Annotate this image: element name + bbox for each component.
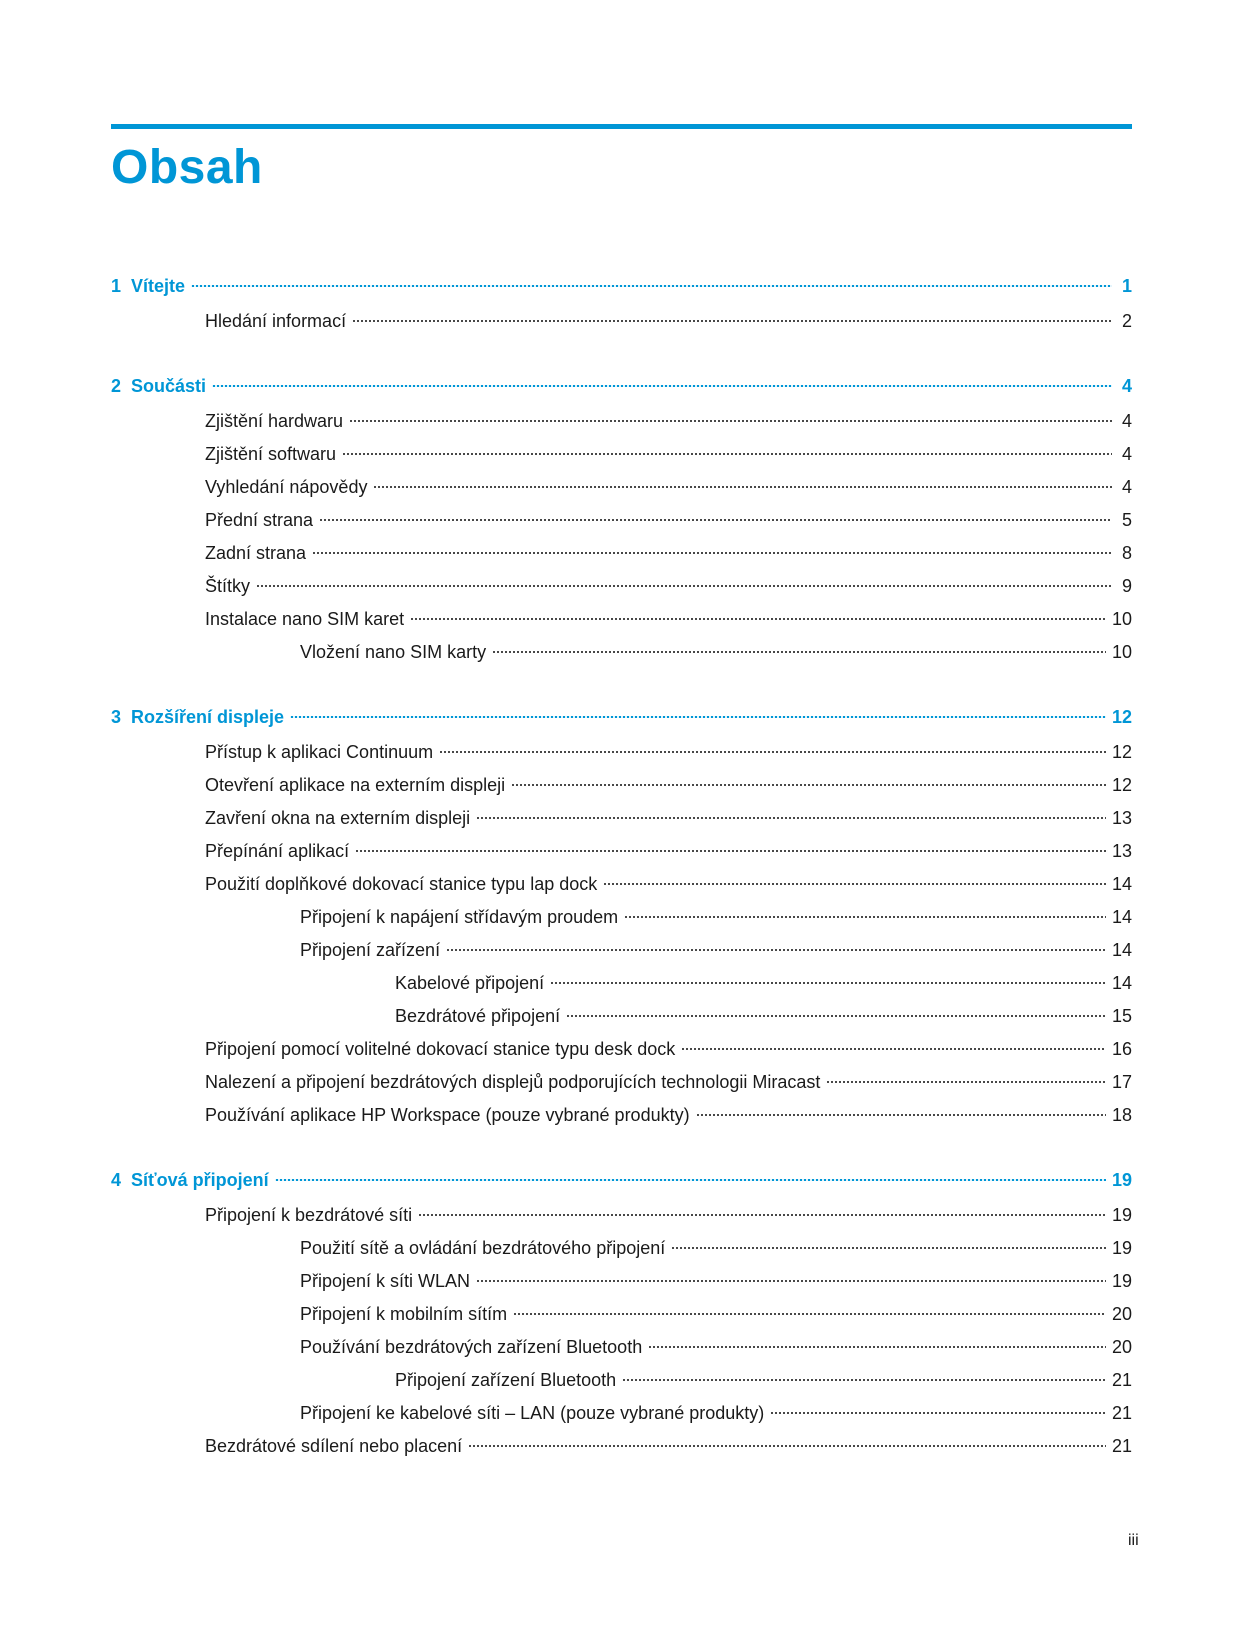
toc-entry[interactable] bbox=[111, 1265, 1132, 1298]
toc-entry[interactable] bbox=[111, 305, 1132, 338]
dot-leader bbox=[476, 1280, 1106, 1282]
entry-page-number: 9 bbox=[1121, 576, 1132, 596]
entry-page-number: 17 bbox=[1111, 1072, 1132, 1092]
toc-entry[interactable] bbox=[111, 934, 1132, 967]
dot-leader bbox=[319, 519, 1112, 521]
toc-chapter bbox=[111, 1162, 1132, 1463]
entry-title: Přístup k aplikaci Continuum bbox=[205, 742, 434, 762]
toc-entry[interactable] bbox=[111, 1331, 1132, 1364]
dot-leader bbox=[418, 1214, 1106, 1216]
entry-page-number: 14 bbox=[1111, 907, 1132, 927]
dot-leader bbox=[624, 916, 1106, 918]
toc-entry[interactable] bbox=[111, 736, 1132, 769]
dot-leader bbox=[191, 285, 1112, 287]
dot-leader bbox=[352, 320, 1112, 322]
toc-entry[interactable] bbox=[111, 1430, 1132, 1463]
toc-chapter-entry[interactable] bbox=[111, 699, 1132, 736]
entry-page-number: 14 bbox=[1111, 973, 1132, 993]
entry-title: Síťová připojení bbox=[131, 1170, 269, 1190]
dot-leader bbox=[373, 486, 1112, 488]
entry-title: Připojení k síti WLAN bbox=[300, 1271, 471, 1291]
toc-entry[interactable] bbox=[111, 1364, 1132, 1397]
toc-entry[interactable] bbox=[111, 537, 1132, 570]
entry-title: Přední strana bbox=[205, 510, 314, 530]
entry-title: Přepínání aplikací bbox=[205, 841, 350, 861]
dot-leader bbox=[566, 1015, 1106, 1017]
chapter-number: 3 bbox=[111, 707, 122, 727]
entry-title: Rozšíření displeje bbox=[131, 707, 285, 727]
entry-page-number: 16 bbox=[1111, 1039, 1132, 1059]
toc-entry[interactable] bbox=[111, 504, 1132, 537]
entry-page-number: 10 bbox=[1111, 609, 1132, 629]
entry-title: Používání aplikace HP Workspace (pouze vybrané produkty) bbox=[205, 1105, 690, 1125]
chapter-number: 4 bbox=[111, 1170, 122, 1190]
entry-page-number: 4 bbox=[1121, 411, 1132, 431]
toc-chapter bbox=[111, 268, 1132, 338]
toc-entry[interactable] bbox=[111, 802, 1132, 835]
entry-title: Zjištění hardwaru bbox=[205, 411, 344, 431]
entry-page-number: 2 bbox=[1121, 311, 1132, 331]
chapter-number: 1 bbox=[111, 276, 122, 296]
title-rule bbox=[111, 124, 1132, 129]
toc-entry[interactable] bbox=[111, 471, 1132, 504]
entry-title: Štítky bbox=[205, 576, 251, 596]
entry-page-number: 20 bbox=[1111, 1337, 1132, 1357]
chapter-number: 2 bbox=[111, 376, 122, 396]
entry-title: Bezdrátové sdílení nebo placení bbox=[205, 1436, 463, 1456]
entry-page-number: 13 bbox=[1111, 841, 1132, 861]
dot-leader bbox=[476, 817, 1106, 819]
page-number: iii bbox=[1128, 1532, 1139, 1549]
entry-page-number: 4 bbox=[1121, 444, 1132, 464]
entry-page-number: 12 bbox=[1111, 775, 1132, 795]
toc-entry[interactable] bbox=[111, 1099, 1132, 1132]
entry-title: Připojení pomocí volitelné dokovací stanice typu desk dock bbox=[205, 1039, 676, 1059]
entry-title: Připojení ke kabelové síti – LAN (pouze vybrané produkty) bbox=[300, 1403, 765, 1423]
entry-page-number: 21 bbox=[1111, 1370, 1132, 1390]
dot-leader bbox=[355, 850, 1106, 852]
toc-entry[interactable] bbox=[111, 769, 1132, 802]
entry-title: Připojení zařízení bbox=[300, 940, 441, 960]
entry-page-number: 21 bbox=[1111, 1436, 1132, 1456]
entry-title: Součásti bbox=[131, 376, 207, 396]
toc-entry[interactable] bbox=[111, 967, 1132, 1000]
dot-leader bbox=[622, 1379, 1106, 1381]
dot-leader bbox=[696, 1114, 1106, 1116]
entry-page-number: 4 bbox=[1121, 477, 1132, 497]
entry-title: Zadní strana bbox=[205, 543, 307, 563]
entry-title: Vložení nano SIM karty bbox=[300, 642, 487, 662]
entry-title: Bezdrátové připojení bbox=[395, 1006, 561, 1026]
entry-page-number: 13 bbox=[1111, 808, 1132, 828]
page-title: Obsah bbox=[111, 141, 263, 194]
dot-leader bbox=[446, 949, 1106, 951]
table-of-contents bbox=[111, 268, 1132, 1493]
entry-title: Připojení k mobilním sítím bbox=[300, 1304, 508, 1324]
entry-page-number: 5 bbox=[1121, 510, 1132, 530]
entry-title: Připojení k bezdrátové síti bbox=[205, 1205, 413, 1225]
dot-leader bbox=[410, 618, 1106, 620]
toc-entry[interactable] bbox=[111, 570, 1132, 603]
dot-leader bbox=[312, 552, 1112, 554]
entry-page-number: 18 bbox=[1111, 1105, 1132, 1125]
entry-page-number: 19 bbox=[1111, 1170, 1132, 1190]
dot-leader bbox=[550, 982, 1106, 984]
dot-leader bbox=[212, 385, 1112, 387]
entry-title: Zavření okna na externím displeji bbox=[205, 808, 471, 828]
dot-leader bbox=[826, 1081, 1106, 1083]
entry-title: Vyhledání nápovědy bbox=[205, 477, 368, 497]
dot-leader bbox=[511, 784, 1106, 786]
dot-leader bbox=[290, 716, 1106, 718]
dot-leader bbox=[671, 1247, 1106, 1249]
entry-page-number: 19 bbox=[1111, 1205, 1132, 1225]
entry-page-number: 8 bbox=[1121, 543, 1132, 563]
dot-leader bbox=[681, 1048, 1106, 1050]
entry-title: Připojení k napájení střídavým proudem bbox=[300, 907, 619, 927]
entry-page-number: 14 bbox=[1111, 874, 1132, 894]
toc-entry[interactable] bbox=[111, 868, 1132, 901]
toc-entry[interactable] bbox=[111, 636, 1132, 669]
toc-entry[interactable] bbox=[111, 1199, 1132, 1232]
entry-page-number: 12 bbox=[1111, 742, 1132, 762]
dot-leader bbox=[275, 1179, 1106, 1181]
entry-title: Instalace nano SIM karet bbox=[205, 609, 405, 629]
toc-entry[interactable] bbox=[111, 1397, 1132, 1430]
entry-title: Zjištění softwaru bbox=[205, 444, 337, 464]
toc-entry[interactable] bbox=[111, 1066, 1132, 1099]
entry-page-number: 21 bbox=[1111, 1403, 1132, 1423]
entry-page-number: 14 bbox=[1111, 940, 1132, 960]
dot-leader bbox=[648, 1346, 1106, 1348]
toc-entry[interactable] bbox=[111, 901, 1132, 934]
dot-leader bbox=[468, 1445, 1106, 1447]
toc-entry[interactable] bbox=[111, 603, 1132, 636]
toc-chapter bbox=[111, 368, 1132, 669]
entry-title: Nalezení a připojení bezdrátových displejů podporujících technologii Miracast bbox=[205, 1072, 821, 1092]
toc-entry[interactable] bbox=[111, 835, 1132, 868]
entry-title: Otevření aplikace na externím displeji bbox=[205, 775, 506, 795]
entry-title: Použití sítě a ovládání bezdrátového připojení bbox=[300, 1238, 666, 1258]
entry-page-number: 12 bbox=[1111, 707, 1132, 727]
entry-title: Kabelové připojení bbox=[395, 973, 545, 993]
dot-leader bbox=[513, 1313, 1106, 1315]
entry-page-number: 19 bbox=[1111, 1271, 1132, 1291]
toc-chapter bbox=[111, 699, 1132, 1132]
toc-entry[interactable] bbox=[111, 1000, 1132, 1033]
dot-leader bbox=[770, 1412, 1106, 1414]
dot-leader bbox=[603, 883, 1106, 885]
toc-chapter-entry[interactable] bbox=[111, 368, 1132, 405]
entry-page-number: 4 bbox=[1121, 376, 1132, 396]
entry-page-number: 19 bbox=[1111, 1238, 1132, 1258]
toc-entry[interactable] bbox=[111, 405, 1132, 438]
entry-title: Hledání informací bbox=[205, 311, 347, 331]
toc-entry[interactable] bbox=[111, 1033, 1132, 1066]
toc-entry[interactable] bbox=[111, 1298, 1132, 1331]
dot-leader bbox=[492, 651, 1106, 653]
entry-page-number: 10 bbox=[1111, 642, 1132, 662]
entry-title: Vítejte bbox=[131, 276, 186, 296]
toc-entry[interactable] bbox=[111, 1232, 1132, 1265]
entry-title: Použití doplňkové dokovací stanice typu lap dock bbox=[205, 874, 598, 894]
dot-leader bbox=[349, 420, 1112, 422]
entry-page-number: 20 bbox=[1111, 1304, 1132, 1324]
toc-chapter-entry[interactable] bbox=[111, 268, 1132, 305]
toc-chapter-entry[interactable] bbox=[111, 1162, 1132, 1199]
entry-title: Používání bezdrátových zařízení Bluetooth bbox=[300, 1337, 643, 1357]
toc-entry[interactable] bbox=[111, 438, 1132, 471]
dot-leader bbox=[342, 453, 1112, 455]
entry-page-number: 15 bbox=[1111, 1006, 1132, 1026]
entry-page-number: 1 bbox=[1121, 276, 1132, 296]
entry-title: Připojení zařízení Bluetooth bbox=[395, 1370, 617, 1390]
dot-leader bbox=[439, 751, 1106, 753]
dot-leader bbox=[256, 585, 1112, 587]
